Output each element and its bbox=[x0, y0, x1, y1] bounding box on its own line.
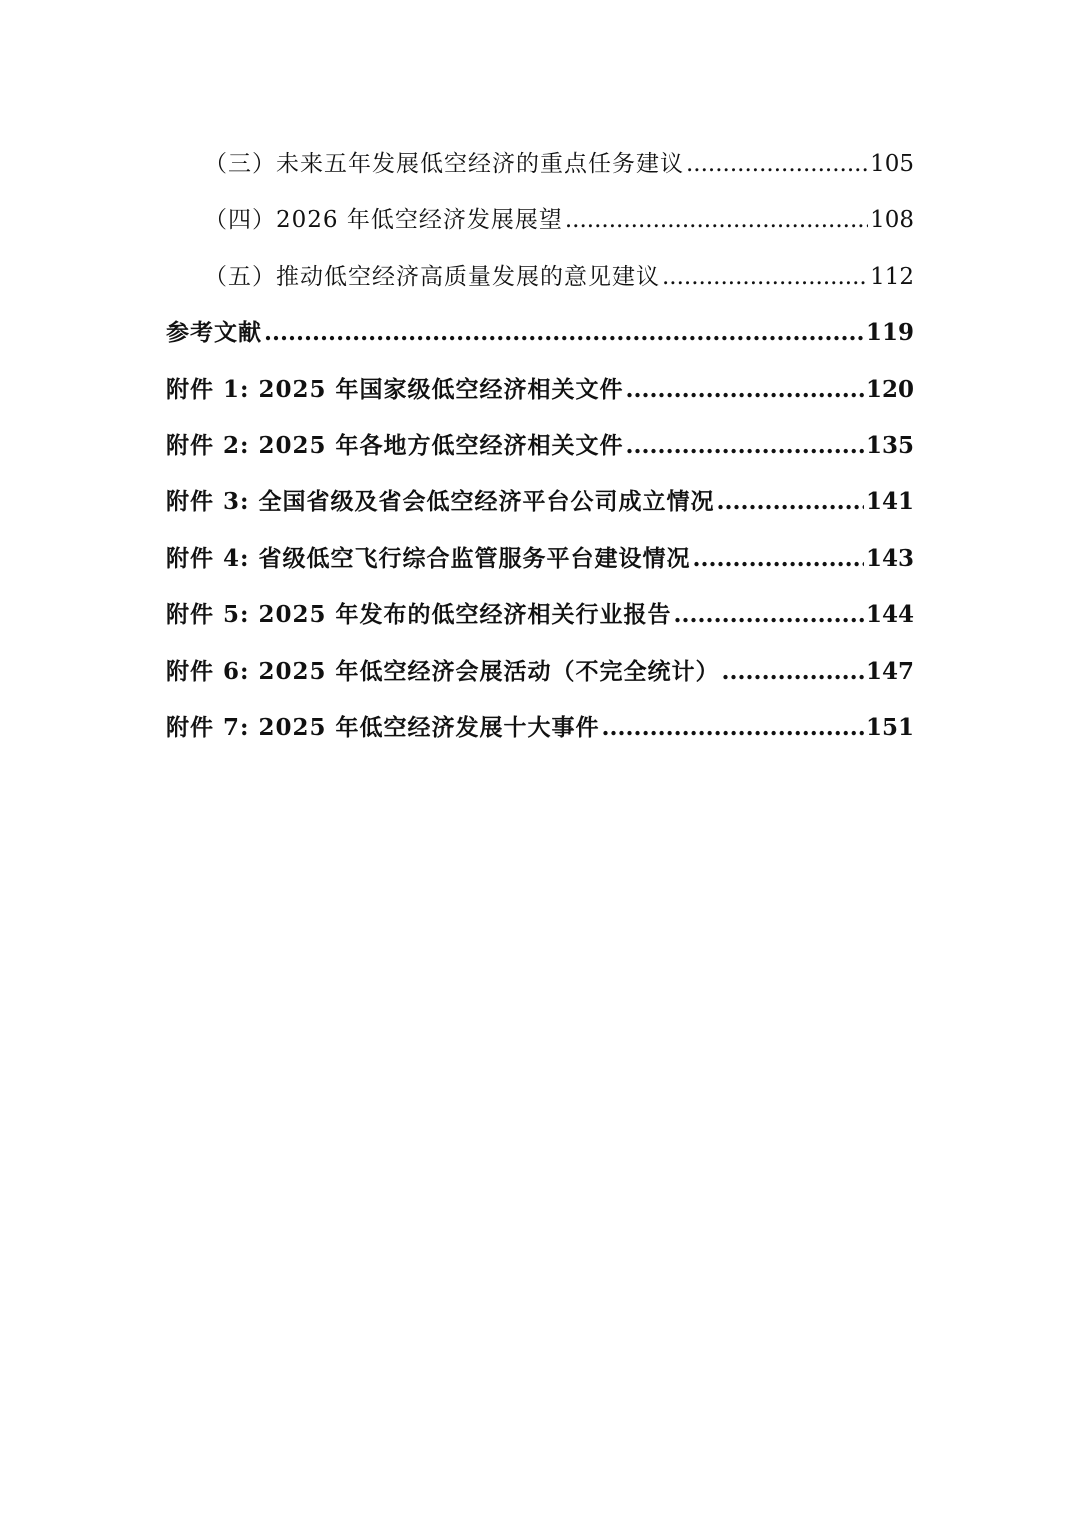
toc-entry-appendix-6[interactable] bbox=[166, 644, 914, 700]
toc-page-number: 112 bbox=[870, 263, 914, 290]
toc-dot-leader bbox=[693, 531, 864, 587]
toc-entry-appendix-5[interactable] bbox=[166, 587, 914, 643]
toc-entry-appendix-7[interactable] bbox=[166, 700, 914, 756]
toc-entry-title: （四）2026 年低空经济发展展望 bbox=[204, 207, 563, 234]
toc-entry-appendix-3[interactable] bbox=[166, 474, 914, 530]
toc-entry-title: 附件 3: 全国省级及省会低空经济平台公司成立情况 bbox=[166, 488, 715, 516]
toc-page-number: 141 bbox=[865, 488, 914, 516]
toc-page-number: 143 bbox=[865, 544, 914, 572]
toc-dot-leader bbox=[264, 305, 864, 361]
toc-dot-leader bbox=[626, 418, 864, 474]
toc-entry-title: 附件 7: 2025 年低空经济发展十大事件 bbox=[166, 713, 600, 741]
toc-page-number: 120 bbox=[865, 375, 914, 403]
table-of-contents bbox=[166, 136, 914, 756]
toc-entry-title: （三）未来五年发展低空经济的重点任务建议 bbox=[204, 151, 684, 177]
toc-entry-title: （五）推动低空经济高质量发展的意见建议 bbox=[204, 263, 660, 290]
toc-page-number: 135 bbox=[865, 431, 914, 459]
toc-page-number: 105 bbox=[870, 151, 914, 177]
toc-page-number: 108 bbox=[870, 207, 914, 234]
toc-page-number: 144 bbox=[865, 601, 914, 629]
toc-dot-leader bbox=[565, 192, 868, 248]
toc-entry-section-5[interactable] bbox=[166, 249, 914, 305]
toc-dot-leader bbox=[662, 249, 868, 305]
toc-entry-section-3[interactable] bbox=[166, 136, 914, 192]
toc-dot-leader bbox=[686, 136, 868, 192]
toc-dot-leader bbox=[626, 362, 864, 418]
toc-entry-appendix-2[interactable] bbox=[166, 418, 914, 474]
toc-entry-title: 附件 6: 2025 年低空经济会展活动（不完全统计） bbox=[166, 657, 720, 685]
toc-dot-leader bbox=[602, 700, 864, 756]
toc-entry-title: 附件 5: 2025 年发布的低空经济相关行业报告 bbox=[166, 601, 672, 629]
toc-entry-title: 附件 1: 2025 年国家级低空经济相关文件 bbox=[166, 375, 624, 403]
toc-dot-leader bbox=[722, 644, 864, 700]
toc-entry-title: 附件 2: 2025 年各地方低空经济相关文件 bbox=[166, 431, 624, 459]
toc-page-number: 119 bbox=[865, 319, 914, 347]
toc-entry-appendix-1[interactable] bbox=[166, 362, 914, 418]
toc-entry-title: 参考文献 bbox=[166, 319, 262, 347]
toc-dot-leader bbox=[674, 587, 864, 643]
toc-entry-appendix-4[interactable] bbox=[166, 531, 914, 587]
toc-page-number: 151 bbox=[865, 713, 914, 741]
toc-entry-references[interactable] bbox=[166, 305, 914, 361]
toc-dot-leader bbox=[717, 474, 864, 530]
toc-entry-title: 附件 4: 省级低空飞行综合监管服务平台建设情况 bbox=[166, 544, 691, 572]
toc-entry-section-4[interactable] bbox=[166, 192, 914, 248]
toc-page-number: 147 bbox=[865, 657, 914, 685]
